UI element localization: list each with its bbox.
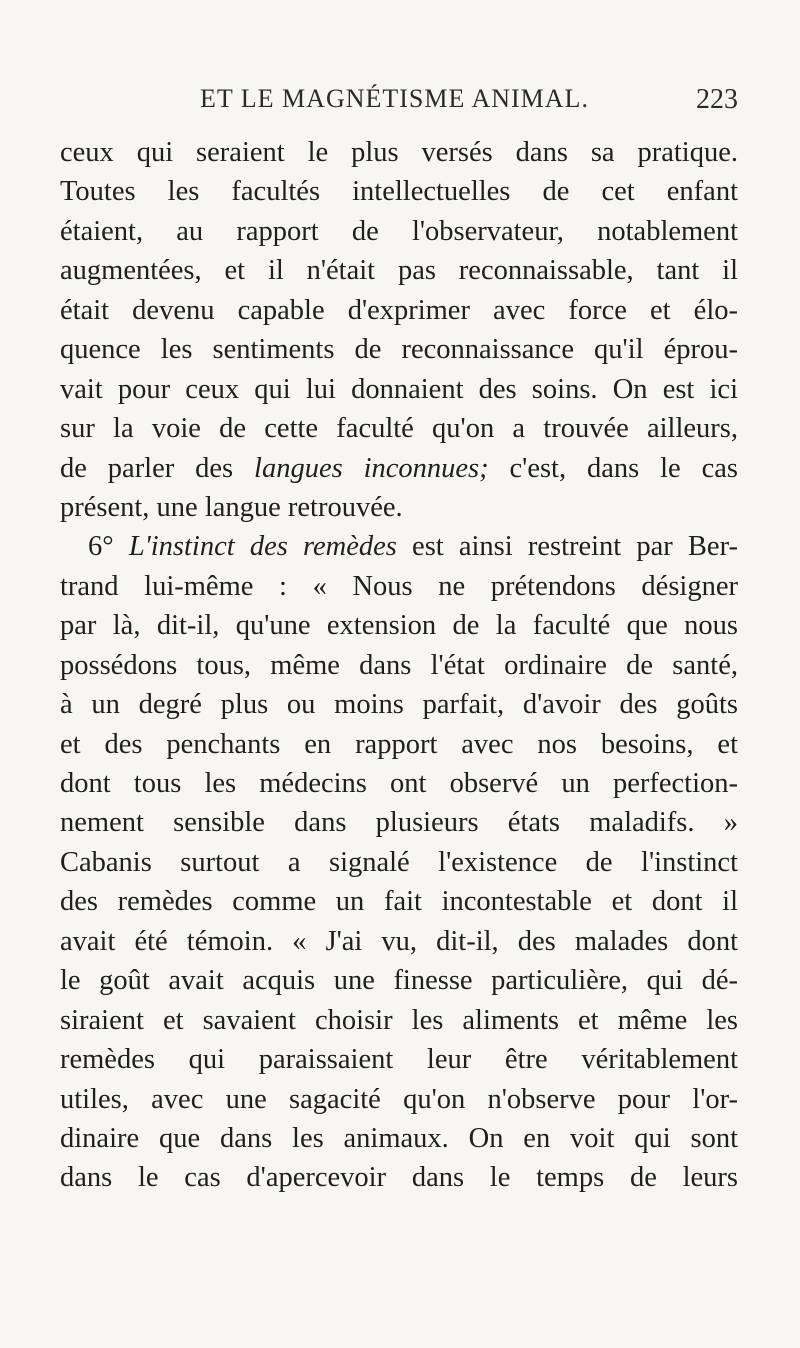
text-line: nement sensible dans plusieurs états maladifs. »	[60, 807, 738, 839]
page-header	[60, 84, 738, 124]
text-line: des remèdes comme un fait incontestable et dont il	[60, 886, 738, 918]
body-text	[60, 133, 738, 1198]
text-line: Cabanis surtout a signalé l'existence de l'instinct	[60, 846, 738, 878]
text-line: quence les sentiments de reconnaissance qu'il éprou-	[60, 334, 738, 366]
text-line: vait pour ceux qui lui donnaient des soins. On est ici	[60, 373, 738, 405]
text-segment: 6°	[88, 531, 129, 563]
page-number: 223	[696, 84, 738, 115]
text-line: utiles, avec une sagacité qu'on n'observe pour l'or-	[60, 1083, 738, 1115]
italic-phrase: langues inconnues;	[254, 452, 489, 484]
text-line: remèdes qui paraissaient leur être véritablement	[60, 1044, 738, 1076]
text-line: avait été témoin. « J'ai vu, dit-il, des malades dont	[60, 925, 738, 957]
text-line: à un degré plus ou moins parfait, d'avoir des goûts	[60, 689, 738, 721]
text-line: ceux qui seraient le plus versés dans sa pratique.	[60, 137, 738, 168]
text-line: Toutes les facultés intellectuelles de cet enfant	[60, 176, 738, 208]
running-title: ET LE MAGNÉTISME ANIMAL.	[200, 84, 589, 113]
text-segment: est ainsi restreint par Ber-	[396, 531, 738, 563]
text-line: possédons tous, même dans l'état ordinaire de santé,	[60, 649, 738, 681]
text-segment: de parler des	[60, 452, 255, 484]
text-line: sur la voie de cette faculté qu'on a trouvée ailleurs,	[60, 413, 738, 445]
text-line: trand lui-même : « Nous ne prétendons désigner	[60, 570, 738, 602]
text-line: par là, dit-il, qu'une extension de la faculté que nous	[60, 610, 738, 642]
text-line: le goût avait acquis une finesse particulière, qui dé-	[60, 965, 738, 997]
text-line: dinaire que dans les animaux. On en voit qui sont	[60, 1122, 738, 1154]
text-line: dont tous les médecins ont observé un perfection-	[60, 768, 738, 799]
italic-phrase: L'instinct des remèdes	[128, 531, 397, 563]
text-line: présent, une langue retrouvée.	[60, 491, 403, 523]
text-line: augmentées, et il n'était pas reconnaissable, tant il	[60, 255, 738, 287]
text-segment: c'est, dans le cas	[488, 452, 738, 484]
text-line	[60, 449, 738, 488]
text-line: étaient, au rapport de l'observateur, notablement	[60, 215, 738, 247]
text-line: siraient et savaient choisir les aliments et même les	[60, 1004, 738, 1036]
text-line	[60, 527, 738, 566]
text-line: et des penchants en rapport avec nos besoins, et	[60, 728, 738, 760]
text-line: était devenu capable d'exprimer avec force et élo-	[60, 294, 738, 326]
text-line: dans le cas d'apercevoir dans le temps de leurs	[60, 1162, 738, 1194]
